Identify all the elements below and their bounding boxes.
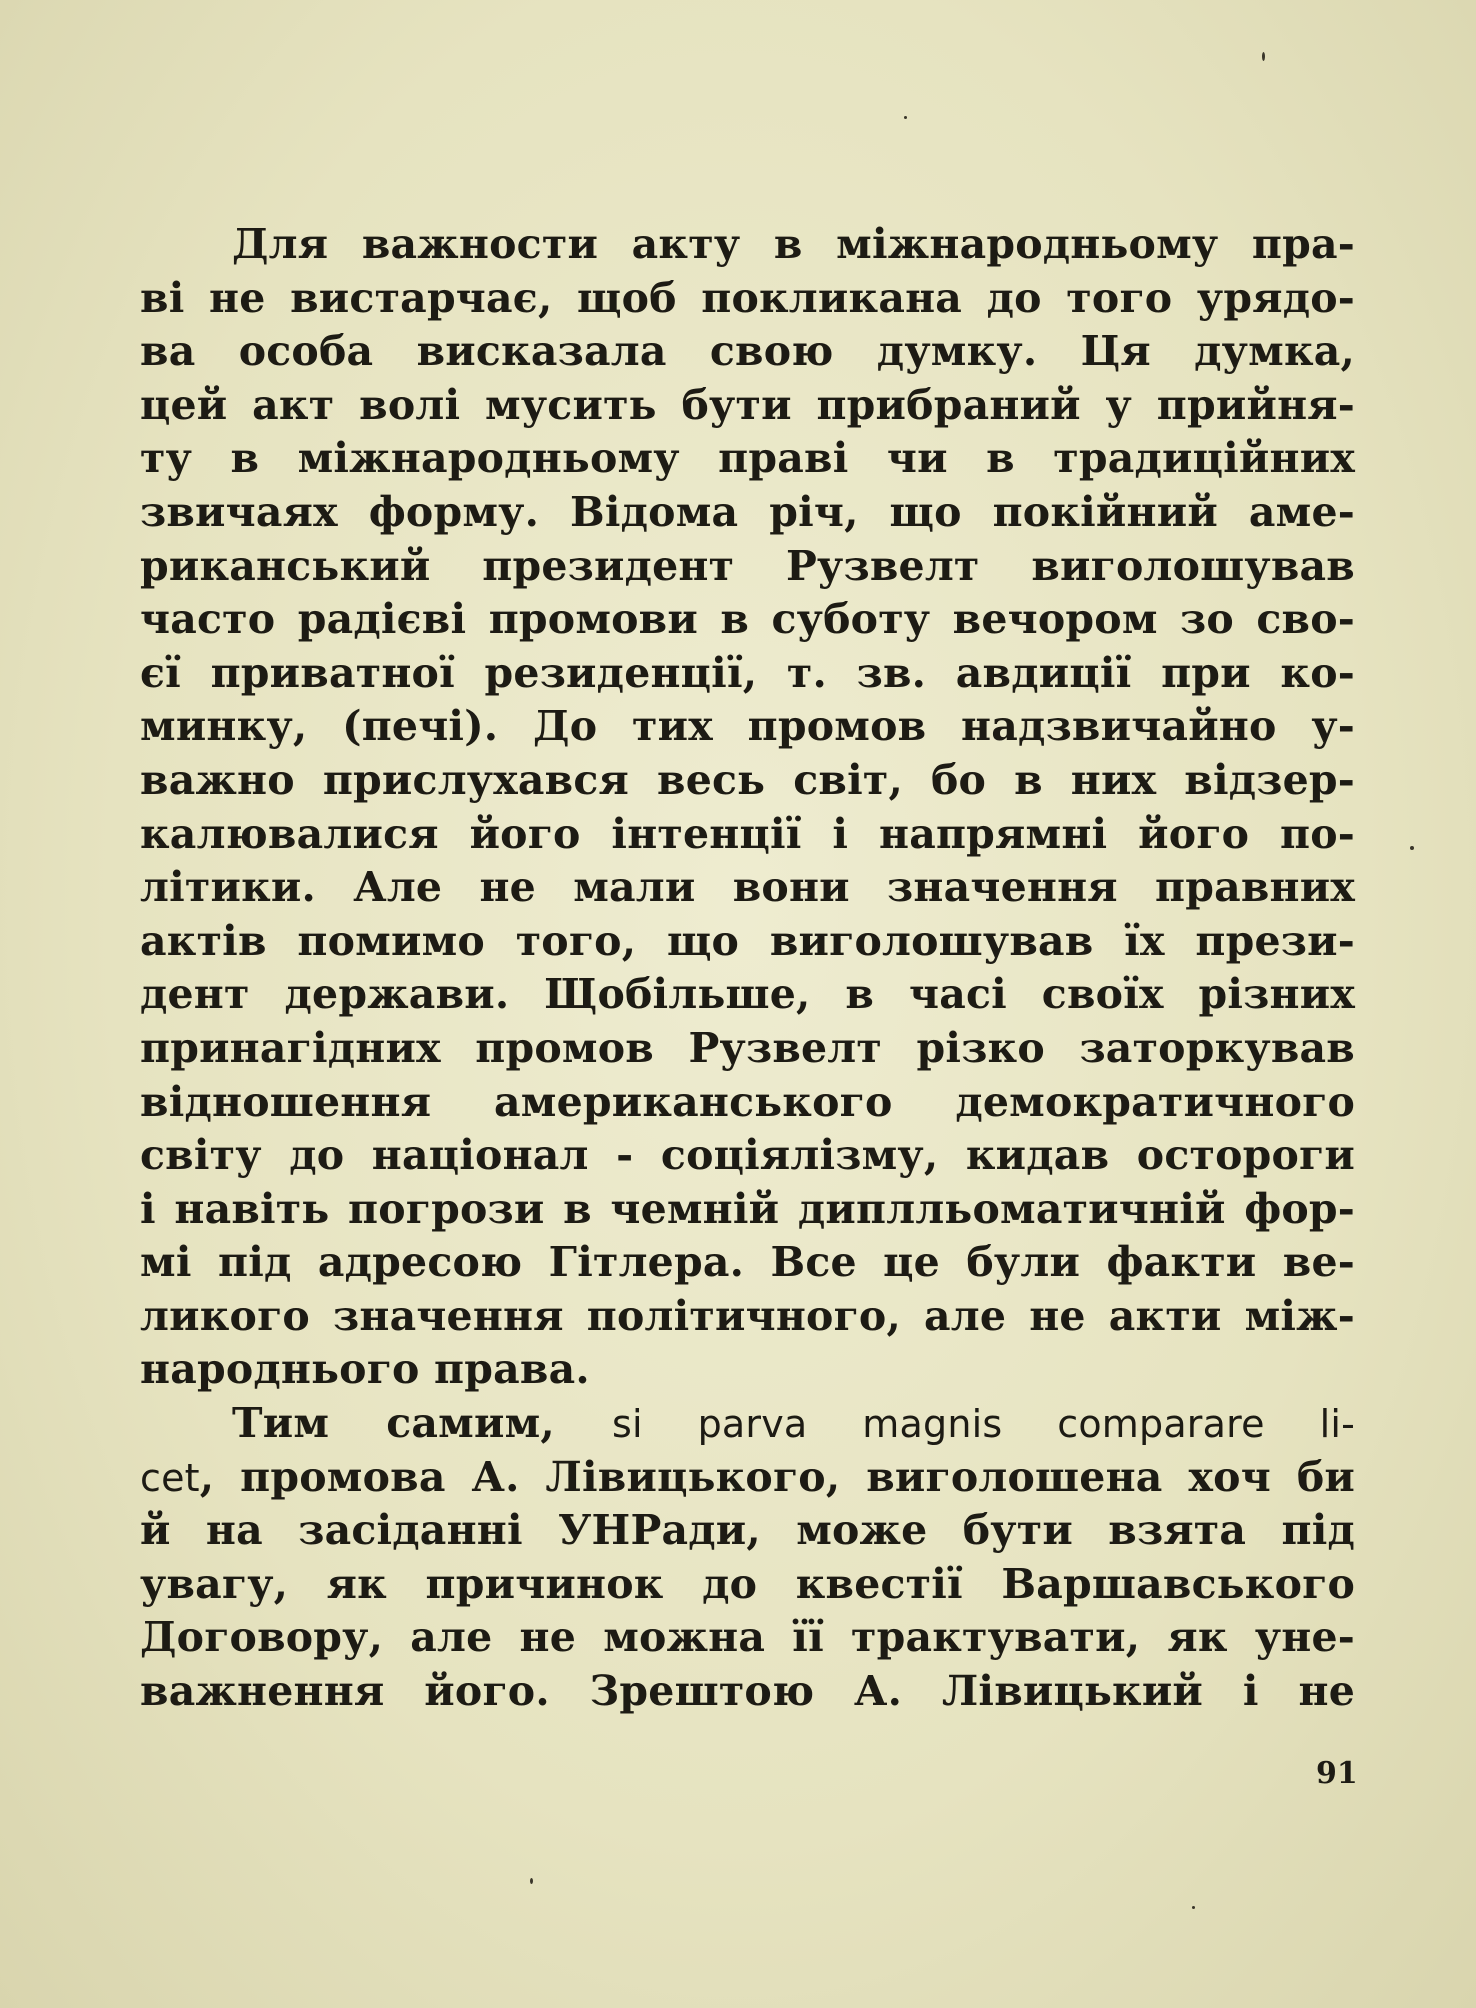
text-line: єї приватної резиденції, т. зв. авдиції при ко- [140,648,1355,697]
text-line: калювалися його інтенції і напрямні його по- [140,809,1355,858]
text-line [140,1451,1355,1505]
text-line: звичаях форму. Відома річ, що покійний аме- [140,487,1355,536]
text-line: ві не вистарчає, щоб покликана до того урядо- [140,273,1355,322]
text-line: ва особа висказала свою думку. Ця думка, [140,327,1355,376]
text-line: світу до націонал - соціялізму, кидав остороги [140,1131,1355,1180]
text-body [140,218,1355,1719]
text-segment: , промова А. Лівицького, виголошена хоч би [199,1452,1355,1501]
paper-speck [904,116,907,119]
text-line: народнього права. [140,1345,590,1394]
paragraph-2 [140,1397,1355,1719]
text-line: ликого значення політичного, але не акти між- [140,1291,1355,1340]
text-line: часто радієві промови в суботу вечором зо сво- [140,595,1355,644]
latin-phrase: si parva magnis comparare li- [611,1402,1355,1447]
text-line: увагу, як причинок до квестії Варшавського [140,1559,1355,1608]
paragraph-1 [140,218,1355,1397]
text-line: дент держави. Щобільше, в часі своїх різних [140,970,1355,1019]
text-line: ту в міжнародньому праві чи в традиційних [140,434,1355,483]
text-line: риканський президент Рузвелт виголошував [140,541,1355,590]
text-line: Договору, але не можна її трактувати, як уне- [140,1613,1355,1662]
text-line [140,1397,1355,1451]
text-line: цей акт волі мусить бути прибраний у прийня- [140,380,1355,429]
page-number: 91 [1316,1756,1358,1791]
text-line: минку, (печі). До тих промов надзвичайно у- [140,702,1355,751]
text-line: літики. Але не мали вони значення правних [140,863,1355,912]
text-line: актів помимо того, що виголошував їх прези- [140,916,1355,965]
text-line: мі під адресою Гітлера. Все це були факти ве- [140,1238,1355,1287]
latin-phrase: cet [140,1455,200,1500]
paper-speck [1192,1906,1195,1909]
paper-speck [530,1878,533,1884]
paper-speck [1410,846,1414,850]
text-line: і навіть погрози в чемній диплльоматичній фор- [140,1184,1355,1233]
paper-speck [1262,52,1265,61]
text-line: важнення його. Зрештою А. Лівицький і не [140,1667,1355,1716]
text-line: принагідних промов Рузвелт різко заторкував [140,1023,1355,1072]
text-line: важно прислухався весь світ, бо в них відзер- [140,755,1355,804]
text-segment: Тим самим, [232,1399,612,1448]
text-line: Для важности акту в міжнародньому пра- [232,220,1355,268]
text-line: відношення американського демократичного [140,1077,1355,1126]
text-line: й на засіданні УНРади, може бути взята під [140,1506,1355,1555]
